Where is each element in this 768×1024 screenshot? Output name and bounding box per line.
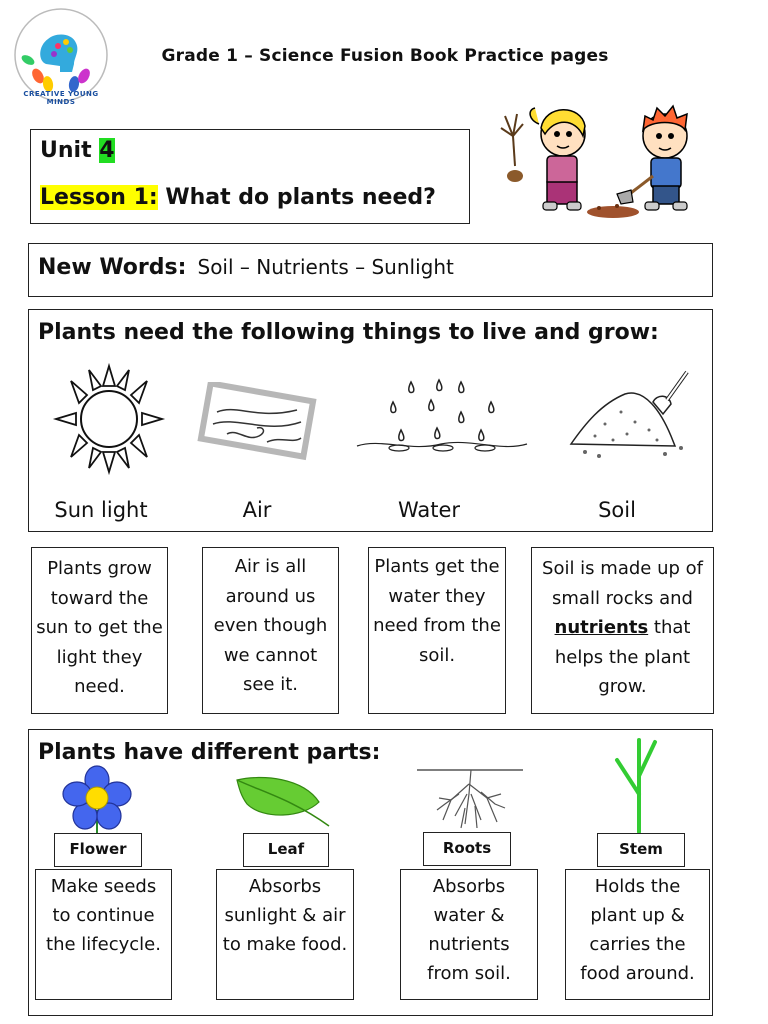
children-gardening-illustration	[495, 96, 725, 226]
fact-box-sunlight	[31, 547, 168, 714]
fact-box-water	[368, 547, 506, 714]
part-text-flower: Make seeds to continue the lifecycle.	[46, 876, 161, 955]
sun-icon	[49, 360, 169, 478]
fact-text-soil-start: Soil is made up of small rocks and	[542, 558, 703, 609]
part-box-stem	[565, 869, 710, 1000]
new-words-list: Soil – Nutrients – Sunlight	[197, 255, 454, 279]
new-words-box	[28, 243, 713, 297]
air-icon	[197, 382, 317, 462]
fact-text-air: Air is all around us even though we cannot see it.	[213, 556, 328, 695]
need-label-water: Water	[397, 498, 461, 522]
plant-needs-section	[28, 309, 713, 532]
part-text-leaf: Absorbs sunlight & air to make food.	[222, 876, 348, 955]
fact-text-water: Plants get the water they need from the soil.	[373, 556, 501, 666]
unit-label: Unit	[40, 138, 92, 163]
part-box-flower	[35, 869, 172, 1000]
nutrients-keyword: nutrients	[554, 617, 649, 638]
flower-icon	[57, 764, 137, 834]
leaf-icon	[233, 774, 333, 830]
lesson-title: What do plants need?	[165, 185, 436, 210]
water-icon	[351, 372, 531, 468]
part-label-roots: Roots	[423, 832, 511, 866]
part-text-stem: Holds the plant up & carries the food around.	[580, 876, 695, 984]
plant-needs-title: Plants need the following things to live and grow:	[38, 320, 659, 345]
part-box-leaf	[216, 869, 354, 1000]
unit-line	[40, 138, 115, 163]
plant-parts-title: Plants have different parts:	[38, 740, 381, 765]
lesson-box	[30, 129, 470, 224]
soil-icon	[565, 364, 695, 464]
new-words-label: New Words:	[38, 255, 187, 280]
logo-text: CREATIVE YOUNG MINDS	[23, 90, 99, 106]
lesson-label: Lesson 1:	[40, 185, 158, 210]
lesson-line	[40, 185, 436, 210]
fact-text-soil	[532, 548, 713, 708]
need-label-air: Air	[242, 498, 272, 522]
need-label-soil: Soil	[598, 498, 636, 522]
need-label-sunlight: Sun light	[54, 498, 148, 522]
stem-icon	[609, 736, 669, 834]
roots-icon	[415, 764, 525, 834]
fact-box-soil	[531, 547, 714, 714]
part-label-stem: Stem	[597, 833, 685, 867]
page-header-title: Grade 1 – Science Fusion Book Practice pages	[161, 46, 609, 66]
new-words-line	[38, 255, 454, 280]
part-label-leaf: Leaf	[243, 833, 329, 867]
unit-number: 4	[99, 138, 115, 163]
fact-box-air	[202, 547, 339, 714]
part-box-roots	[400, 869, 538, 1000]
part-text-roots: Absorbs water & nutrients from soil.	[427, 876, 511, 984]
part-label-flower: Flower	[54, 833, 142, 867]
fact-text-sunlight: Plants grow toward the sun to get the light they need.	[36, 558, 163, 697]
logo	[8, 6, 114, 104]
fact-text-soil-end: that helps the plant grow.	[554, 617, 691, 697]
